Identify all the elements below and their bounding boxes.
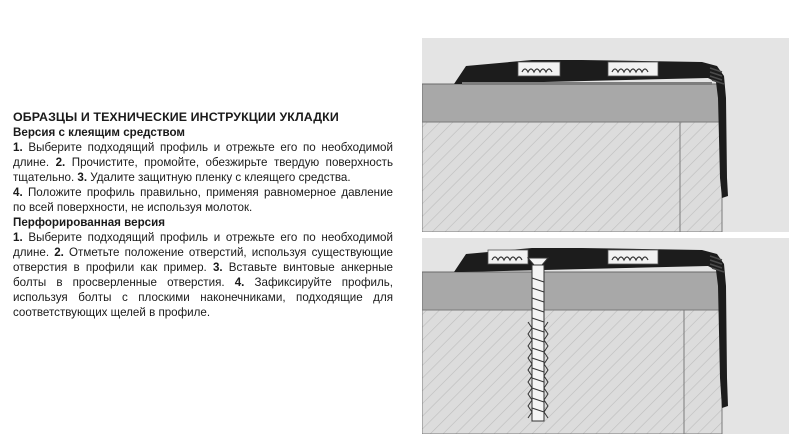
hatched-substrate	[422, 310, 684, 434]
step-number: 4.	[13, 186, 23, 199]
adhesive-version-heading: Версия с клеящим средством	[13, 126, 185, 139]
step-text: Зафиксируйте профиль, используя болты с плоскими наконечниками, подходящие для соответствующих щелей в профиле.	[13, 276, 393, 319]
step-text: Положите профиль правильно, применяя равномерное давление по всей поверхности, не используя молоток.	[13, 186, 393, 214]
step-text: Выберите подходящий профиль и отрежьте его по необходимой длине.	[13, 231, 393, 259]
step-number: 3.	[212, 261, 223, 274]
step-number: 2.	[55, 156, 66, 169]
adhesive-layer	[462, 82, 712, 85]
hatched-riser	[684, 310, 722, 434]
adhesive-steps-paragraph-2	[13, 185, 393, 215]
step-number: 2.	[54, 246, 64, 259]
step-text: Выберите подходящий профиль и отрежьте его по необходимой длине.	[13, 141, 393, 169]
step-text: Прочистите, промойте, обезжирьте твердую поверхность тщательно.	[13, 156, 393, 184]
step-tread-layer	[422, 84, 722, 122]
step-text: Вставьте винтовые анкерные болты в просверленные отверстия.	[13, 261, 393, 289]
perforated-steps-paragraph	[13, 230, 393, 320]
perforated-version-heading: Перфорированная версия	[13, 216, 166, 229]
step-text: Отметьте положение отверстий, используя существующие отверстия в профили как пример.	[13, 246, 393, 274]
hatched-substrate	[422, 122, 680, 232]
hatched-riser	[680, 122, 722, 232]
adhesive-installation-diagram	[422, 38, 789, 232]
step-number: 1.	[13, 141, 23, 154]
step-text: Удалите защитную пленку с клеящего средства.	[87, 171, 351, 184]
step-tread-layer	[422, 272, 722, 310]
adhesive-steps-paragraph-1	[13, 140, 393, 185]
page-title: ОБРАЗЦЫ И ТЕХНИЧЕСКИЕ ИНСТРУКЦИИ УКЛАДКИ	[13, 110, 339, 124]
step-number: 3.	[77, 171, 88, 184]
perforated-installation-diagram	[422, 238, 789, 434]
instructions-text	[13, 110, 393, 320]
step-number: 1.	[13, 231, 23, 244]
step-number: 4.	[234, 276, 245, 289]
